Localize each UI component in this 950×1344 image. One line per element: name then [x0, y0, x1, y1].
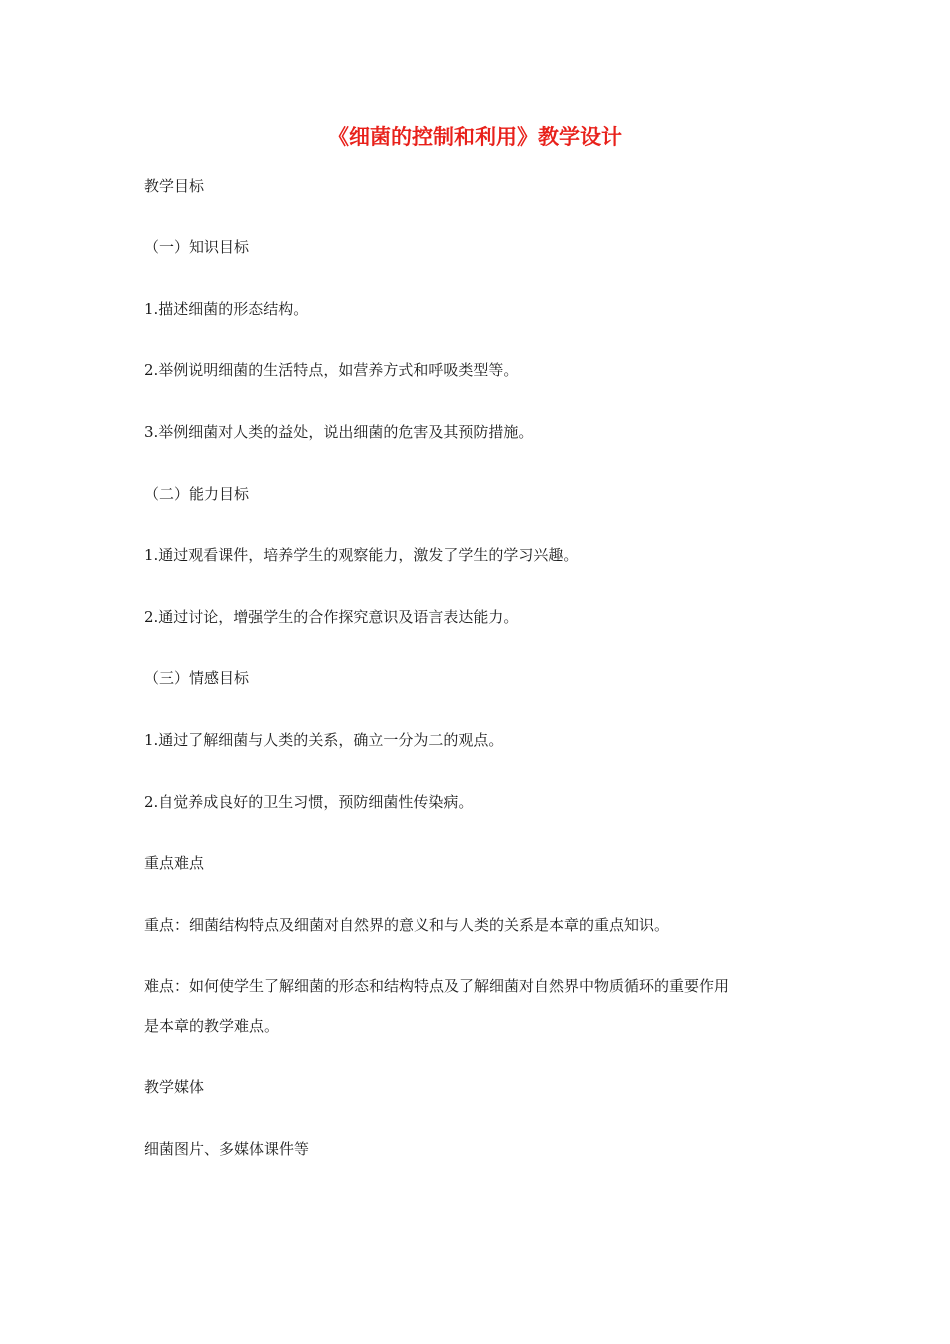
section-heading-teaching-goals: 教学目标 — [144, 177, 205, 195]
paragraph-knowledge-2: 2.举例说明细菌的生活特点，如营养方式和呼吸类型等。 — [144, 361, 519, 379]
subheading-ability-goals: （二）能力目标 — [144, 485, 250, 503]
paragraph-emotion-1: 1.通过了解细菌与人类的关系，确立一分为二的观点。 — [144, 731, 504, 749]
paragraph-difficult-point-continued: 是本章的教学难点。 — [144, 1017, 280, 1035]
document-title: 《细菌的控制和利用》教学设计 — [328, 124, 622, 149]
section-heading-teaching-media: 教学媒体 — [144, 1078, 205, 1096]
paragraph-ability-2: 2.通过讨论，增强学生的合作探究意识及语言表达能力。 — [144, 608, 519, 626]
paragraph-emotion-2: 2.自觉养成良好的卫生习惯，预防细菌性传染病。 — [144, 793, 474, 811]
paragraph-teaching-media: 细菌图片、多媒体课件等 — [144, 1140, 310, 1158]
paragraph-knowledge-3: 3.举例细菌对人类的益处，说出细菌的危害及其预防措施。 — [144, 423, 534, 441]
paragraph-knowledge-1: 1.描述细菌的形态结构。 — [144, 300, 309, 318]
subheading-knowledge-goals: （一）知识目标 — [144, 238, 250, 256]
section-heading-key-points: 重点难点 — [144, 854, 205, 872]
paragraph-ability-1: 1.通过观看课件，培养学生的观察能力，激发了学生的学习兴趣。 — [144, 546, 579, 564]
paragraph-key-point: 重点：细菌结构特点及细菌对自然界的意义和与人类的关系是本章的重点知识。 — [144, 916, 670, 934]
paragraph-difficult-point: 难点：如何使学生了解细菌的形态和结构特点及了解细菌对自然界中物质循环的重要作用 — [144, 977, 730, 995]
subheading-emotion-goals: （三）情感目标 — [144, 669, 250, 687]
